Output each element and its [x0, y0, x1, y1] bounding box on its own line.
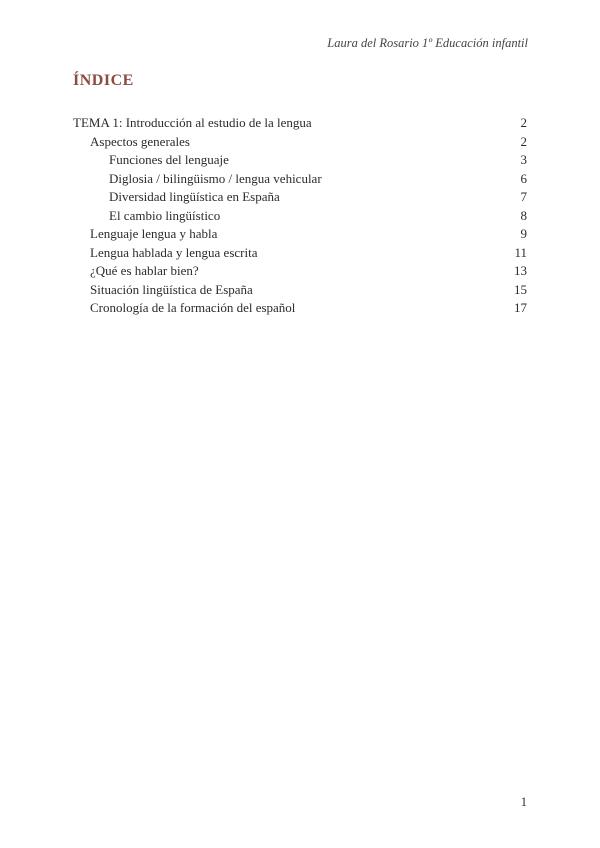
toc-entry-diversidad-linguistica[interactable]	[73, 188, 527, 207]
toc-entry-diglosia[interactable]	[73, 170, 527, 189]
table-of-contents	[73, 114, 527, 318]
toc-entry-hablar-bien[interactable]	[73, 262, 527, 281]
toc-entry-text: Aspectos generales	[90, 133, 190, 149]
toc-entry-page: 2	[520, 133, 527, 149]
toc-entry-page: 3	[520, 152, 527, 167]
toc-entry-text: Lengua hablada y lengua escrita	[90, 244, 258, 260]
toc-entry-funciones-lenguaje[interactable]	[73, 151, 527, 170]
toc-title: ÍNDICE	[73, 72, 134, 89]
page-header: Laura del Rosario 1º Educación infantil	[327, 36, 528, 50]
toc-entry-lenguaje-lengua-habla[interactable]	[73, 225, 527, 244]
toc-entry-text: ¿Qué es hablar bien?	[90, 263, 199, 278]
toc-entry-page: 6	[520, 170, 527, 186]
toc-entry-cronologia-espanol[interactable]	[73, 299, 527, 318]
toc-entry-text: Cronología de la formación del español	[90, 300, 296, 315]
toc-entry-text: Diversidad lingüística en España	[109, 189, 280, 204]
toc-entry-lengua-hablada-escrita[interactable]	[73, 244, 527, 263]
toc-entry-text: Situación lingüística de España	[90, 281, 253, 297]
toc-entry-text: Funciones del lenguaje	[109, 152, 229, 167]
toc-entry-page: 11	[514, 244, 527, 260]
toc-entry-page: 15	[514, 281, 527, 297]
toc-entry-situacion-linguistica[interactable]	[73, 281, 527, 300]
toc-entry-text: Lenguaje lengua y habla	[90, 226, 218, 241]
toc-entry-cambio-linguistico[interactable]	[73, 207, 527, 226]
toc-entry-text: Diglosia / bilingüismo / lengua vehicular	[109, 170, 322, 186]
toc-entry-text: El cambio lingüístico	[109, 207, 221, 223]
toc-entry-page: 8	[520, 207, 527, 223]
toc-entry-aspectos-generales[interactable]	[73, 133, 527, 152]
toc-entry-page: 2	[520, 115, 527, 130]
page-number: 1	[520, 795, 527, 809]
toc-entry-tema-1[interactable]	[73, 114, 527, 133]
toc-entry-page: 17	[514, 300, 527, 315]
toc-entry-page: 9	[520, 226, 527, 241]
toc-entry-text: TEMA 1: Introducción al estudio de la lengua	[73, 115, 312, 130]
toc-entry-page: 7	[520, 189, 527, 204]
toc-entry-page: 13	[514, 263, 527, 278]
